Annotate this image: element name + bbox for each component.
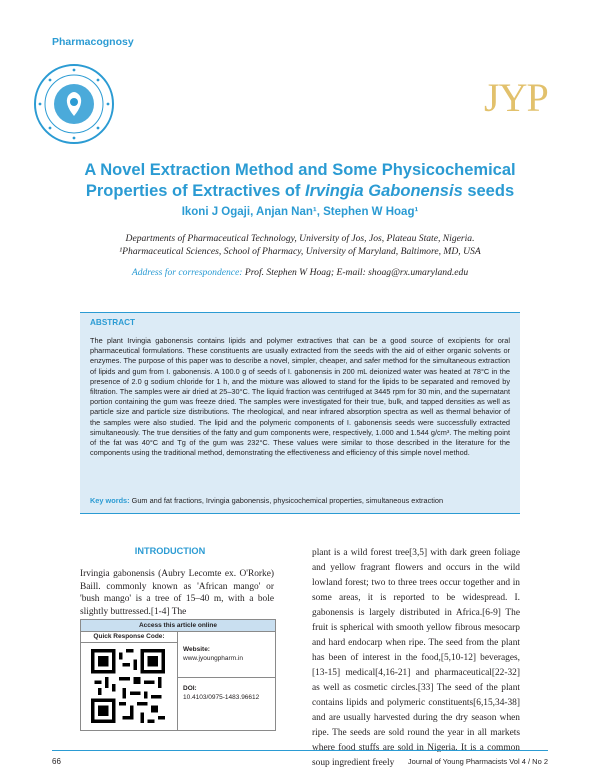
doi-link[interactable]: 10.4103/0975-1483.96612 <box>183 694 260 701</box>
authors: Ikoni J Ogaji, Anjan Nan¹, Stephen W Hoag¹ <box>181 206 419 218</box>
affiliation-1: Departments of Pharmaceutical Technology, University of Jos, Jos, Plateau State, Nigeria. <box>125 233 475 244</box>
introduction-left-column: Irvingia gabonensis (Aubry Lecomte ex. O'Rorke) Baill. commonly known as 'African mango' or 'bush mango' is a tree of 15–40 m, with a bole slightly buttressed.[1-4] The <box>80 569 274 617</box>
doi-label: DOI: <box>183 685 197 692</box>
keywords-label: Key words: <box>90 496 130 505</box>
keywords <box>90 496 510 505</box>
footer-divider <box>52 750 548 751</box>
qr-cell <box>81 643 178 730</box>
website-label: Website: <box>183 646 210 653</box>
section-label: Pharmacognosy <box>52 36 134 48</box>
correspondence-text: Prof. Stephen W Hoag; E-mail: shoag@rx.umaryland.edu <box>242 267 469 278</box>
access-article-box <box>80 619 276 731</box>
keywords-text: Gum and fat fractions, Irvingia gabonensis, physicochemical properties, simultaneous extraction <box>129 496 444 505</box>
doi-divider <box>178 677 275 678</box>
journal-citation: Journal of Young Pharmacists Vol 4 / No 2 <box>407 757 548 766</box>
website-link[interactable]: www.jyoungpharm.in <box>183 655 243 662</box>
title-italic: Irvingia Gabonensis <box>305 182 463 200</box>
abstract-heading: ABSTRACT <box>90 318 136 327</box>
page-number: 66 <box>52 757 61 766</box>
abstract-text: The plant Irvingia gabonensis contains lipids and polymer extractives that can be a good source of excipients for oral pharmaceutical formulations. These constituents are usually extracted from the seeds with the aid of either organic solvents or enzymes. The purpose of this paper was to describe a novel, simpler, cheaper, and safer method for the simultaneous extraction of lipids and gum from I. gabonensis. A 100.0 g of seeds of I. gabonensis in 200 mL deionized water was heated at 78°C in the presence of 2.0 g sodium chloride for 1 h, and the mixture was allowed to stand for the lipids to be separated and removed by filtration. The samples were air dried at 25–30°C. The liquid fraction was centrifuged at 3445 rpm for 30 min, and the supernatant portion containing the gum was freeze dried. The samples were investigated for their true, bulk, and tapped densities as well as particle size and particle size distributions. The rheological, and near infrared absorption spectra as well as thermal behavior of the samples were also studied. The lipid and the polymeric components of I. gabonensis seeds were successfully extracted simultaneously. The true densities of the fatty and gum components were, respectively, 1.000 and 1.544 g/cm³. The melting point of the fat was 40°C and Tg of the gum was 232°C. These values were similar to those described in the literature for the components using the traditional method, demonstrating the effectiveness and efficiency of this simple novel method. <box>90 336 510 458</box>
correspondence <box>60 267 540 278</box>
introduction-right-column: plant is a wild forest tree[3,5] with dark green foliage and yellow fragrant flowers and occurs in the wild lowland forest; two to three trees occur together and in some areas, it is reported to be widespread. I. gabonensis is largely distributed in Africa.[6-9] The fruit is spherical with smooth yellow fibrous mesocarp and hard endocarp when ripe. The seed from the plant has been of interest in the food,[5,10-12] beverages,[13-15] medical[4,16-21] and pharmaceutical[22-32] as well as cosmetic circles.[33] The seed of the plant contains lipids and polymeric constituents[6,15,34-38] and are usually harvested during the dry season when ripe. The seeds are sold round the year in all markets where food stuffs are sold in Nigeria. It is a common soup ingredient freely <box>312 548 520 768</box>
paper-title: A Novel Extraction Method and Some Physicochemical Properties of Extractives of Irvingia Gabonensis seeds <box>84 161 516 200</box>
association-logo <box>32 62 116 146</box>
introduction-heading: INTRODUCTION <box>134 546 206 556</box>
qr-code-icon[interactable] <box>91 649 165 723</box>
access-heading: Access this article online <box>81 620 275 632</box>
affiliations <box>60 232 540 258</box>
affiliation-2: ¹Pharmaceutical Sciences, School of Pharmacy, University of Maryland, Baltimore, MD, USA <box>119 246 481 257</box>
correspondence-label: Address for correspondence: <box>131 267 243 278</box>
qr-label: Quick Response Code: <box>81 632 178 643</box>
journal-mark: JYP <box>484 75 548 120</box>
